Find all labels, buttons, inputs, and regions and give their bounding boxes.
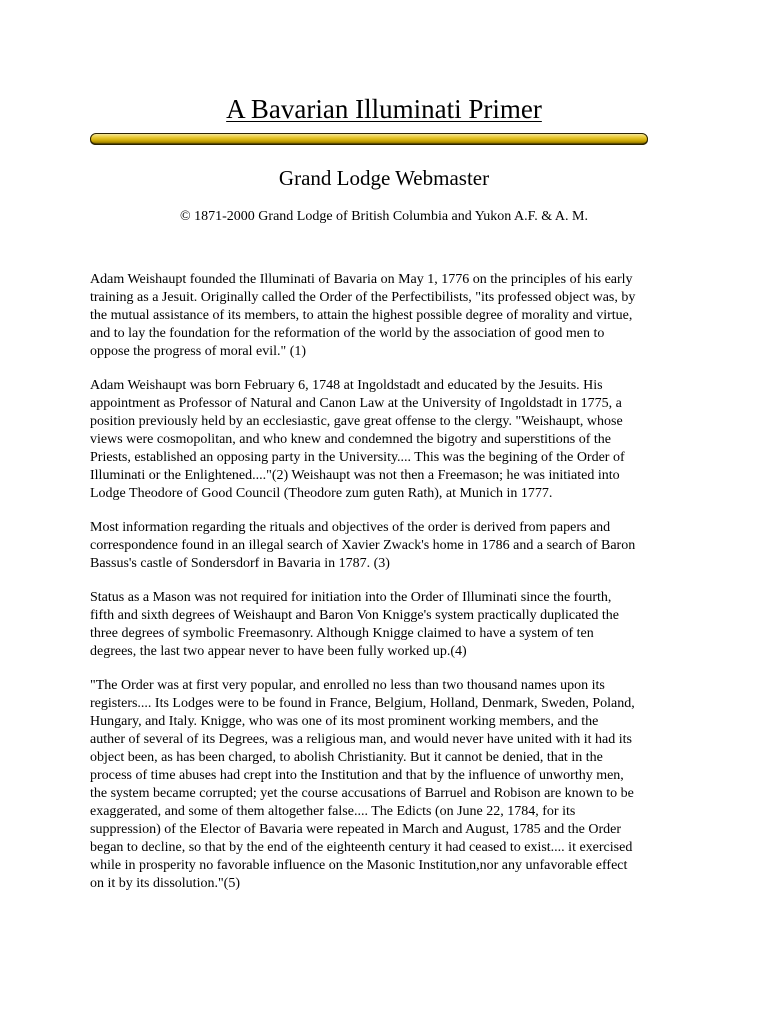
paragraph: Most information regarding the rituals and objectives of the order is derived from papers and correspondence found in an illegal search of Xavier Zwack's home in 1786 and a search of Baron Bassus's castle of Sondersdorf in Bavaria in 1787. (3) <box>90 520 636 571</box>
page-title: A Bavarian Illuminati Primer <box>226 94 542 124</box>
paragraph: Adam Weishaupt was born February 6, 1748 at Ingoldstadt and educated by the Jesuits. His appointment as Professor of Natural and Canon Law at the University of Ingoldstadt in 1775, a position previously held by an ecclesiastic, gave great offense to the clergy. "Weishaupt, whose views were cosmopolitan, and who knew and condemned the bigotry and superstitions of the Priests, established an opposing party in the University.... This was the begining of the Order of Illuminati or the Enlightened...."(2) Weishaupt was not then a Freemason; he was initiated into Lodge Theodore of Good Council (Theodore zum guten Rath), at Munich in 1777. <box>90 378 625 501</box>
paragraph: Adam Weishaupt founded the Illuminati of Bavaria on May 1, 1776 on the principles of his early training as a Jesuit. Originally called the Order of the Perfectibilists, "its professed object was, by the mutual assistance of its members, to attain the highest possible degree of morality and virtue, and to lay the foundation for the reformation of the world by the association of good men to oppose the progress of moral evil." (1) <box>90 272 636 359</box>
author-line: Grand Lodge Webmaster <box>278 166 490 190</box>
paragraph: "The Order was at first very popular, and enrolled no less than two thousand names upon its registers.... Its Lodges were to be found in France, Belgium, Holland, Denmark, Sweden, Poland, Hungary, and Italy. Knigge, who was one of its most prominent working members, and the auther of several of its Degrees, was a religious man, and would never have united with it had its object been, as has been charged, to abolish Christianity. But it cannot be denied, that in the process of time abuses had crept into the Institution and that by the influence of unworthy men, the system became corrupted; yet the course accusations of Barruel and Robison are known to be exaggerated, and some of them altogether false.... The Edicts (on June 22, 1784, for its suppression) of the Elector of Bavaria were repeated in March and August, 1785 and the Order began to decline, so that by the end of the eighteenth century it had ceased to exist.... it exercised while in prosperity no favorable influence on the Masonic Institution,nor any unfavorable effect on it by its dissolution."(5) <box>90 678 635 891</box>
gold-divider <box>90 134 648 144</box>
paragraph: Status as a Mason was not required for initiation into the Order of Illuminati since the fourth, fifth and sixth degrees of Weishaupt and Baron Von Knigge's system practically duplicated the three degrees of symbolic Freemasonry. Although Knigge claimed to have a system of ten degrees, the last two appear never to have been fully worked up.(4) <box>90 590 619 659</box>
article-body <box>90 271 682 909</box>
copyright-line: © 1871-2000 Grand Lodge of British Columbia and Yukon A.F. & A. M. <box>180 209 588 224</box>
